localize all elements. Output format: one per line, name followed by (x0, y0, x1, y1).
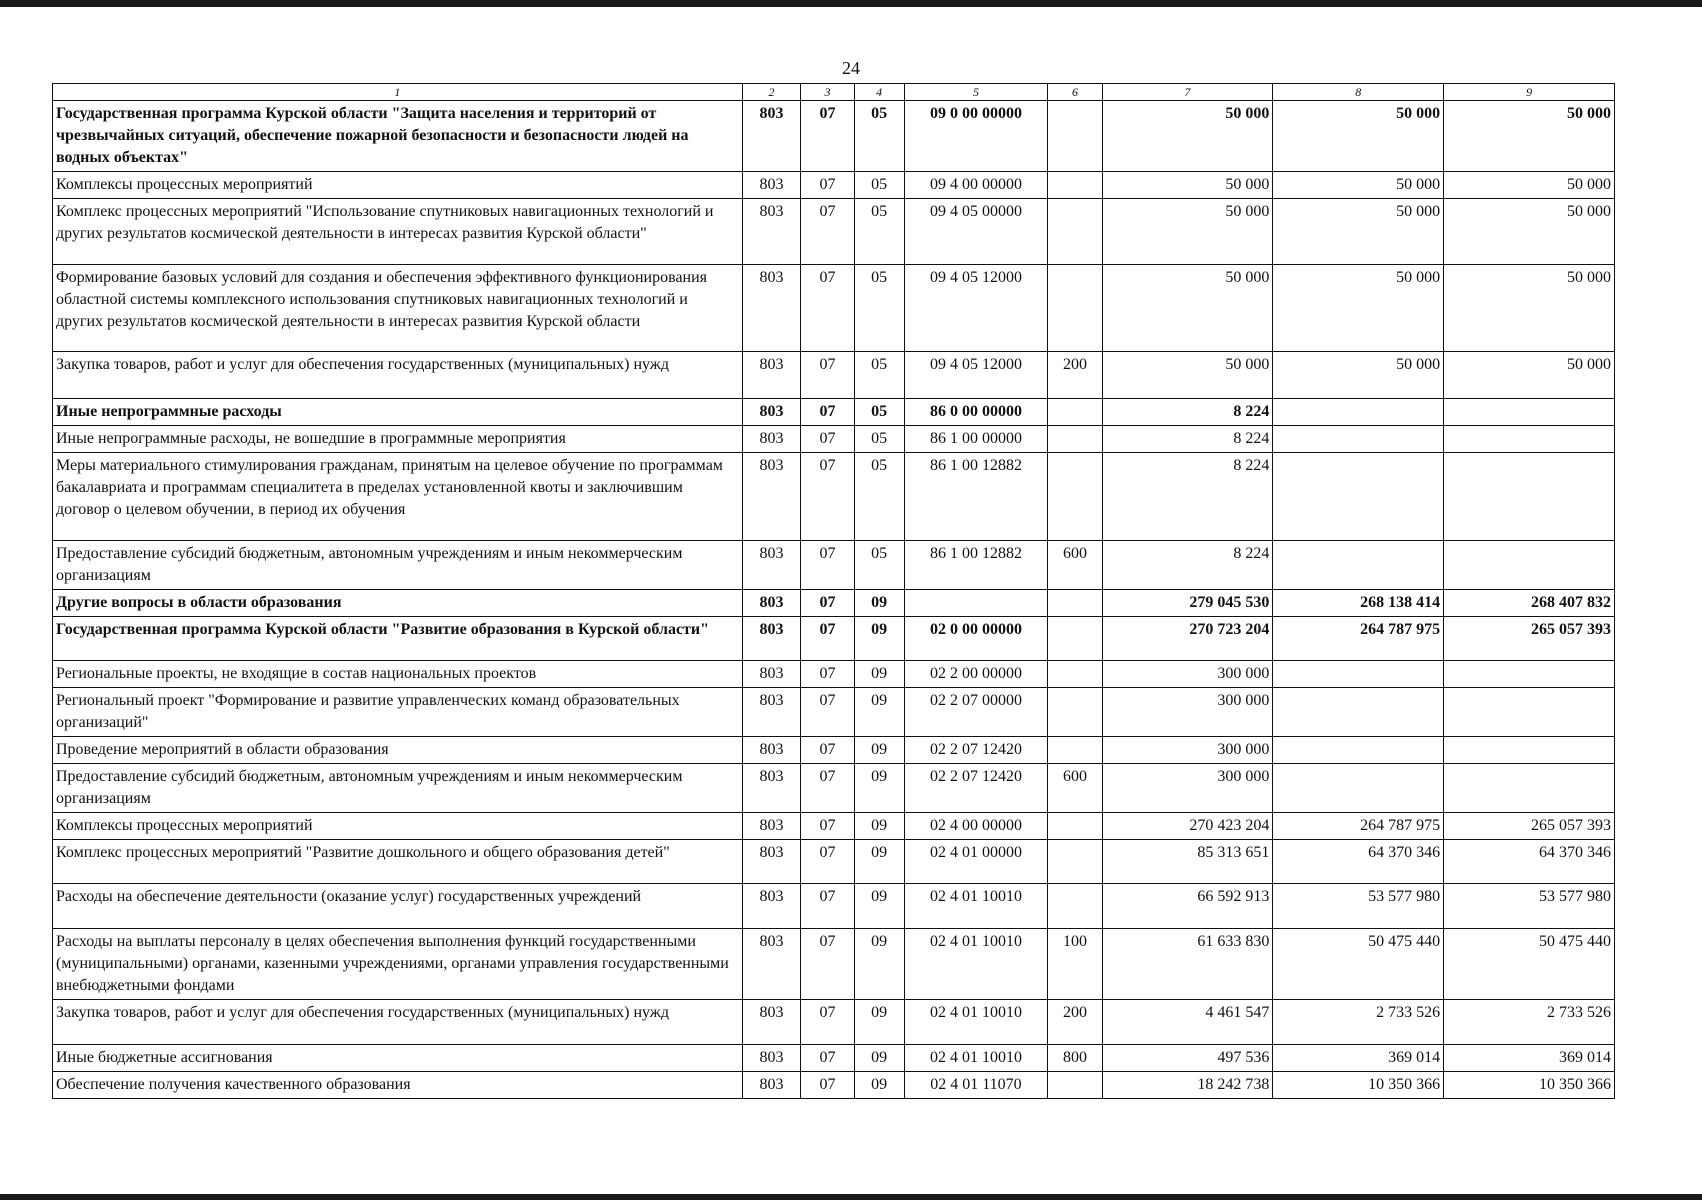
column-number: 4 (854, 84, 904, 101)
column-number: 2 (742, 84, 801, 101)
subsection-code: 05 (854, 265, 904, 352)
amount-year-3: 2 733 526 (1444, 1000, 1615, 1045)
amount-year-1: 50 000 (1102, 199, 1273, 265)
target-article-code: 02 4 01 10010 (904, 1045, 1048, 1072)
section-code: 07 (801, 737, 854, 764)
expense-type-code: 100 (1048, 929, 1102, 1000)
expense-type-code (1048, 426, 1102, 453)
expense-type-code (1048, 737, 1102, 764)
ministry-code: 803 (742, 101, 801, 172)
amount-year-3: 265 057 393 (1444, 813, 1615, 840)
item-name: Другие вопросы в области образования (53, 590, 743, 617)
expense-type-code: 600 (1048, 541, 1102, 590)
expense-type-code (1048, 453, 1102, 541)
ministry-code: 803 (742, 764, 801, 813)
amount-year-2 (1273, 688, 1444, 737)
amount-year-3: 64 370 346 (1444, 840, 1615, 884)
amount-year-3: 50 475 440 (1444, 929, 1615, 1000)
section-code: 07 (801, 884, 854, 929)
column-number: 3 (801, 84, 854, 101)
amount-year-2: 50 000 (1273, 265, 1444, 352)
amount-year-2 (1273, 737, 1444, 764)
expense-type-code (1048, 172, 1102, 199)
amount-year-2: 50 000 (1273, 199, 1444, 265)
item-name: Государственная программа Курской области "Защита населения и территорий от чрезвычайных ситуаций, обеспечение пожарной безопасности и безопасности людей на водных объектах" (53, 101, 743, 172)
subsection-code: 05 (854, 541, 904, 590)
ministry-code: 803 (742, 172, 801, 199)
amount-year-1: 8 224 (1102, 453, 1273, 541)
amount-year-2: 50 000 (1273, 101, 1444, 172)
subsection-code: 09 (854, 1000, 904, 1045)
ministry-code: 803 (742, 884, 801, 929)
section-code: 07 (801, 199, 854, 265)
subsection-code: 09 (854, 661, 904, 688)
amount-year-3 (1444, 541, 1615, 590)
item-name: Комплексы процессных мероприятий (53, 172, 743, 199)
section-code: 07 (801, 617, 854, 661)
amount-year-3: 268 407 832 (1444, 590, 1615, 617)
section-code: 07 (801, 764, 854, 813)
amount-year-2 (1273, 541, 1444, 590)
item-name: Комплекс процессных мероприятий "Развитие дошкольного и общего образования детей" (53, 840, 743, 884)
section-code: 07 (801, 1045, 854, 1072)
target-article-code: 09 4 00 00000 (904, 172, 1048, 199)
ministry-code: 803 (742, 929, 801, 1000)
item-name: Расходы на выплаты персоналу в целях обеспечения выполнения функций государственными (муниципальными) органами, казенными учреждениями, органами управления государственными внебюджетными фондами (53, 929, 743, 1000)
item-name: Обеспечение получения качественного образования (53, 1072, 743, 1099)
amount-year-2 (1273, 399, 1444, 426)
item-name: Иные непрограммные расходы, не вошедшие в программные мероприятия (53, 426, 743, 453)
item-name: Проведение мероприятий в области образования (53, 737, 743, 764)
target-article-code: 02 4 01 10010 (904, 929, 1048, 1000)
amount-year-2: 2 733 526 (1273, 1000, 1444, 1045)
column-number: 5 (904, 84, 1048, 101)
column-number: 8 (1273, 84, 1444, 101)
amount-year-3: 10 350 366 (1444, 1072, 1615, 1099)
amount-year-3: 53 577 980 (1444, 884, 1615, 929)
scan-bottom-border (0, 1194, 1702, 1200)
amount-year-2: 64 370 346 (1273, 840, 1444, 884)
subsection-code: 09 (854, 813, 904, 840)
amount-year-2: 50 475 440 (1273, 929, 1444, 1000)
section-code: 07 (801, 352, 854, 399)
target-article-code: 02 4 01 10010 (904, 884, 1048, 929)
ministry-code: 803 (742, 352, 801, 399)
column-number: 6 (1048, 84, 1102, 101)
item-name: Расходы на обеспечение деятельности (оказание услуг) государственных учреждений (53, 884, 743, 929)
table-row (53, 426, 1615, 453)
table-row (53, 929, 1615, 1000)
expense-type-code: 600 (1048, 764, 1102, 813)
subsection-code: 09 (854, 617, 904, 661)
section-code: 07 (801, 688, 854, 737)
section-code: 07 (801, 1000, 854, 1045)
item-name: Закупка товаров, работ и услуг для обеспечения государственных (муниципальных) нужд (53, 1000, 743, 1045)
item-name: Меры материального стимулирования гражданам, принятым на целевое обучение по программам бакалавриата и программам специалитета в пределах установленной квоты и заключившим договор о целевом обучении, в период их обучения (53, 453, 743, 541)
column-number: 9 (1444, 84, 1615, 101)
table-row (53, 688, 1615, 737)
ministry-code: 803 (742, 265, 801, 352)
target-article-code: 86 1 00 00000 (904, 426, 1048, 453)
expense-type-code (1048, 101, 1102, 172)
section-code: 07 (801, 426, 854, 453)
target-article-code: 86 1 00 12882 (904, 453, 1048, 541)
section-code: 07 (801, 1072, 854, 1099)
target-article-code: 09 4 05 12000 (904, 352, 1048, 399)
subsection-code: 05 (854, 101, 904, 172)
subsection-code: 09 (854, 1072, 904, 1099)
amount-year-3: 369 014 (1444, 1045, 1615, 1072)
ministry-code: 803 (742, 453, 801, 541)
table-row (53, 840, 1615, 884)
column-number: 7 (1102, 84, 1273, 101)
subsection-code: 09 (854, 884, 904, 929)
amount-year-2: 50 000 (1273, 352, 1444, 399)
amount-year-2 (1273, 661, 1444, 688)
section-code: 07 (801, 453, 854, 541)
ministry-code: 803 (742, 737, 801, 764)
section-code: 07 (801, 101, 854, 172)
amount-year-1: 497 536 (1102, 1045, 1273, 1072)
page-number: 24 (842, 58, 860, 78)
table-row (53, 541, 1615, 590)
ministry-code: 803 (742, 840, 801, 884)
table-row (53, 813, 1615, 840)
ministry-code: 803 (742, 813, 801, 840)
target-article-code: 02 4 01 00000 (904, 840, 1048, 884)
table-row (53, 1045, 1615, 1072)
ministry-code: 803 (742, 661, 801, 688)
ministry-code: 803 (742, 590, 801, 617)
subsection-code: 05 (854, 399, 904, 426)
section-code: 07 (801, 541, 854, 590)
ministry-code: 803 (742, 1045, 801, 1072)
amount-year-1: 85 313 651 (1102, 840, 1273, 884)
amount-year-1: 66 592 913 (1102, 884, 1273, 929)
expense-type-code (1048, 399, 1102, 426)
ministry-code: 803 (742, 399, 801, 426)
item-name: Формирование базовых условий для создания и обеспечения эффективного функционирования областной системы комплексного использования спутниковых навигационных технологий и других результатов космической деятельности в интересах развития Курской области (53, 265, 743, 352)
table-row (53, 1072, 1615, 1099)
table-row (53, 661, 1615, 688)
amount-year-2: 268 138 414 (1273, 590, 1444, 617)
table-row (53, 884, 1615, 929)
target-article-code: 09 4 05 00000 (904, 199, 1048, 265)
expense-type-code (1048, 813, 1102, 840)
item-name: Закупка товаров, работ и услуг для обеспечения государственных (муниципальных) нужд (53, 352, 743, 399)
expense-type-code: 200 (1048, 352, 1102, 399)
table-row (53, 265, 1615, 352)
amount-year-2: 369 014 (1273, 1045, 1444, 1072)
section-code: 07 (801, 813, 854, 840)
ministry-code: 803 (742, 617, 801, 661)
expense-type-code (1048, 590, 1102, 617)
item-name: Государственная программа Курской области "Развитие образования в Курской области" (53, 617, 743, 661)
subsection-code: 09 (854, 688, 904, 737)
item-name: Предоставление субсидий бюджетным, автономным учреждениям и иным некоммерческим организациям (53, 541, 743, 590)
expense-type-code (1048, 661, 1102, 688)
amount-year-1: 50 000 (1102, 352, 1273, 399)
section-code: 07 (801, 172, 854, 199)
expense-type-code (1048, 688, 1102, 737)
expense-type-code (1048, 1072, 1102, 1099)
amount-year-2 (1273, 426, 1444, 453)
target-article-code: 02 4 01 10010 (904, 1000, 1048, 1045)
amount-year-3 (1444, 661, 1615, 688)
amount-year-3 (1444, 737, 1615, 764)
target-article-code: 02 4 01 11070 (904, 1072, 1048, 1099)
target-article-code (904, 590, 1048, 617)
amount-year-1: 270 723 204 (1102, 617, 1273, 661)
amount-year-1: 18 242 738 (1102, 1072, 1273, 1099)
item-name: Комплекс процессных мероприятий "Использование спутниковых навигационных технологий и других результатов космической деятельности в интересах развития Курской области" (53, 199, 743, 265)
column-number: 1 (53, 84, 743, 101)
section-code: 07 (801, 929, 854, 1000)
subsection-code: 05 (854, 172, 904, 199)
amount-year-2: 264 787 975 (1273, 813, 1444, 840)
amount-year-1: 300 000 (1102, 737, 1273, 764)
amount-year-1: 61 633 830 (1102, 929, 1273, 1000)
subsection-code: 09 (854, 1045, 904, 1072)
budget-table (52, 83, 1615, 1099)
item-name: Комплексы процессных мероприятий (53, 813, 743, 840)
amount-year-1: 300 000 (1102, 688, 1273, 737)
column-number-row (53, 84, 1615, 101)
item-name: Региональные проекты, не входящие в состав национальных проектов (53, 661, 743, 688)
table-row (53, 352, 1615, 399)
scan-top-border (0, 0, 1702, 7)
target-article-code: 02 2 07 12420 (904, 737, 1048, 764)
amount-year-2: 10 350 366 (1273, 1072, 1444, 1099)
ministry-code: 803 (742, 199, 801, 265)
subsection-code: 09 (854, 737, 904, 764)
section-code: 07 (801, 265, 854, 352)
amount-year-3 (1444, 688, 1615, 737)
section-code: 07 (801, 661, 854, 688)
target-article-code: 02 2 07 00000 (904, 688, 1048, 737)
expense-type-code (1048, 265, 1102, 352)
amount-year-1: 279 045 530 (1102, 590, 1273, 617)
subsection-code: 05 (854, 352, 904, 399)
amount-year-3 (1444, 426, 1615, 453)
table-row (53, 1000, 1615, 1045)
amount-year-2: 50 000 (1273, 172, 1444, 199)
subsection-code: 09 (854, 929, 904, 1000)
section-code: 07 (801, 590, 854, 617)
ministry-code: 803 (742, 1000, 801, 1045)
amount-year-1: 4 461 547 (1102, 1000, 1273, 1045)
amount-year-3: 50 000 (1444, 199, 1615, 265)
target-article-code: 02 4 00 00000 (904, 813, 1048, 840)
table-row (53, 590, 1615, 617)
target-article-code: 02 2 00 00000 (904, 661, 1048, 688)
ministry-code: 803 (742, 426, 801, 453)
table-row (53, 737, 1615, 764)
amount-year-1: 300 000 (1102, 764, 1273, 813)
amount-year-3: 50 000 (1444, 265, 1615, 352)
amount-year-2 (1273, 453, 1444, 541)
amount-year-3: 50 000 (1444, 172, 1615, 199)
amount-year-2: 264 787 975 (1273, 617, 1444, 661)
item-name: Иные непрограммные расходы (53, 399, 743, 426)
item-name: Иные бюджетные ассигнования (53, 1045, 743, 1072)
amount-year-3: 50 000 (1444, 352, 1615, 399)
subsection-code: 09 (854, 764, 904, 813)
subsection-code: 05 (854, 426, 904, 453)
amount-year-1: 300 000 (1102, 661, 1273, 688)
expense-type-code (1048, 884, 1102, 929)
ministry-code: 803 (742, 541, 801, 590)
amount-year-1: 50 000 (1102, 265, 1273, 352)
amount-year-1: 50 000 (1102, 101, 1273, 172)
amount-year-3 (1444, 453, 1615, 541)
amount-year-1: 270 423 204 (1102, 813, 1273, 840)
table-row (53, 172, 1615, 199)
amount-year-3 (1444, 764, 1615, 813)
expense-type-code: 200 (1048, 1000, 1102, 1045)
amount-year-1: 8 224 (1102, 541, 1273, 590)
table-row (53, 199, 1615, 265)
expense-type-code (1048, 840, 1102, 884)
target-article-code: 02 0 00 00000 (904, 617, 1048, 661)
target-article-code: 86 0 00 00000 (904, 399, 1048, 426)
table-row (53, 453, 1615, 541)
subsection-code: 09 (854, 590, 904, 617)
amount-year-1: 8 224 (1102, 399, 1273, 426)
target-article-code: 09 4 05 12000 (904, 265, 1048, 352)
amount-year-2 (1273, 764, 1444, 813)
target-article-code: 02 2 07 12420 (904, 764, 1048, 813)
table-row (53, 764, 1615, 813)
table-row (53, 399, 1615, 426)
ministry-code: 803 (742, 1072, 801, 1099)
ministry-code: 803 (742, 688, 801, 737)
amount-year-2: 53 577 980 (1273, 884, 1444, 929)
expense-type-code: 800 (1048, 1045, 1102, 1072)
item-name: Предоставление субсидий бюджетным, автономным учреждениям и иным некоммерческим организациям (53, 764, 743, 813)
subsection-code: 09 (854, 840, 904, 884)
amount-year-3: 265 057 393 (1444, 617, 1615, 661)
amount-year-3 (1444, 399, 1615, 426)
expense-type-code (1048, 199, 1102, 265)
target-article-code: 86 1 00 12882 (904, 541, 1048, 590)
target-article-code: 09 0 00 00000 (904, 101, 1048, 172)
item-name: Региональный проект "Формирование и развитие управленческих команд образовательных организаций" (53, 688, 743, 737)
table-row (53, 101, 1615, 172)
section-code: 07 (801, 840, 854, 884)
table-row (53, 617, 1615, 661)
amount-year-1: 8 224 (1102, 426, 1273, 453)
amount-year-1: 50 000 (1102, 172, 1273, 199)
expense-type-code (1048, 617, 1102, 661)
section-code: 07 (801, 399, 854, 426)
subsection-code: 05 (854, 199, 904, 265)
amount-year-3: 50 000 (1444, 101, 1615, 172)
subsection-code: 05 (854, 453, 904, 541)
